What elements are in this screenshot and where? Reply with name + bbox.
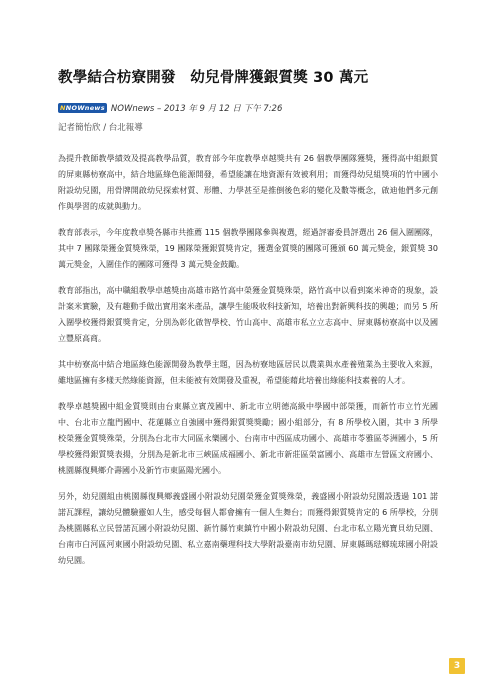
source-line: NOWnews – 2013 年 9 月 12 日 下午 7:26 xyxy=(110,104,283,114)
byline: 記者簡怡欣 / 台北報導 xyxy=(58,123,143,133)
article-body xyxy=(58,151,438,579)
article-meta xyxy=(58,101,282,115)
page-number-badge: 3 xyxy=(449,658,465,674)
paragraph: 教育部表示，今年度教卓獎各縣市共推薦 115 個教學團隊參與複選，經過評審委員評選出 26 個入圍團隊，其中 7 團隊榮獲金質獎殊榮，19 團隊榮獲銀質獎肯定，獲選金質獎的團隊可獲頒 60 萬元獎金，銀質獎 30 萬元獎金，入圍佳作的團隊可獲得 3 萬元獎金鼓勵。 xyxy=(58,228,438,269)
logo-text: NOWnews xyxy=(65,104,105,112)
paragraph: 教育部指出，高中職組教學卓越獎由高雄市路竹高中榮獲金質獎殊榮，路竹高中以看到案米神奇的現象，設計案米實驗，及有趣動手做出實用案米產品，讓學生能吸收科技新知，培養出對新興科技的興趣；而另 5 所入圍學校獲得銀質獎肯定，分別為彰化啟智學校、竹山高中、高雄市私立立志高中、屏東縣枋寮高中以及國立豐原高商。 xyxy=(58,286,438,343)
paragraph: 教學卓越獎國中組金質獎則由台東縣立賓茂國中、新北市立明德高級中學國中部榮獲，而新竹市立竹光國中、台北市立龍門國中、花蓮縣立自強國中獲得銀質獎獎勵；國小組部分，有 8 所學校入圍，其中 3 所學校榮獲金質獎殊榮，分別為台北市大同區永樂國小、台南市中西區成功國小、高雄市苓雅區苓洲國小，5 所學校獲得銀質獎表揚，分別為是新北市三峽區成福國小、新北市新莊區榮富國小、高雄市左營區文府國小、桃園縣復興鄉介壽國小及新竹市東區陽光國小。 xyxy=(58,402,438,475)
paragraph: 另外，幼兒園組由桃園縣復興鄉義盛國小附設幼兒園榮獲金質獎殊榮，義盛國小附設幼兒園設透過 101 諾諾瓦課程，讓幼兒體驗靈如人生，感受每個人都會擁有一個人生舞台；而獲得銀質獎肯定的 6 所學校，分別為桃園縣私立民營諾瓦國小附設幼兒園、新竹縣竹東鎮竹中國小附設幼兒園、台北市私立陽光寶貝幼兒園、台南市白河區河東國小附設幼兒園、私立嘉南藥理科技大學附設臺南市幼兒園、屏東縣瑪琺鄉琉球國小附設幼兒園。 xyxy=(58,492,438,565)
paragraph: 為提升教師教學績效及提高教學品質，教育部今年度教學卓越獎共有 26 個教學團隊獲獎，獲得高中組銀質的屏東縣枋寮高中，結合地區綠色能源開發，希望能讓在地資源有效被利用；而獲得幼兒組獎項的竹中國小附設幼兒園，用骨牌開啟幼兒探索材質、形體、力學甚至是推倒後色彩的變化及數等概念，啟迪他們多元創作與學習的成就與動力。 xyxy=(58,154,438,211)
nownews-logo: N NOWnews xyxy=(60,104,105,112)
article-title: 教學結合枋寮開發 幼兒骨牌獲銀質獎 30 萬元 xyxy=(58,70,369,86)
paragraph: 其中枋寮高中結合地區綠色能源開發為教學主題，因為枋寮地區居民以農業與水產養殖業為主要收入來源，雖地區擁有多樣天然綠能資源，但未能被有效開發及重視，希望能藉此培養出綠能科技素養的人才。 xyxy=(58,360,438,385)
